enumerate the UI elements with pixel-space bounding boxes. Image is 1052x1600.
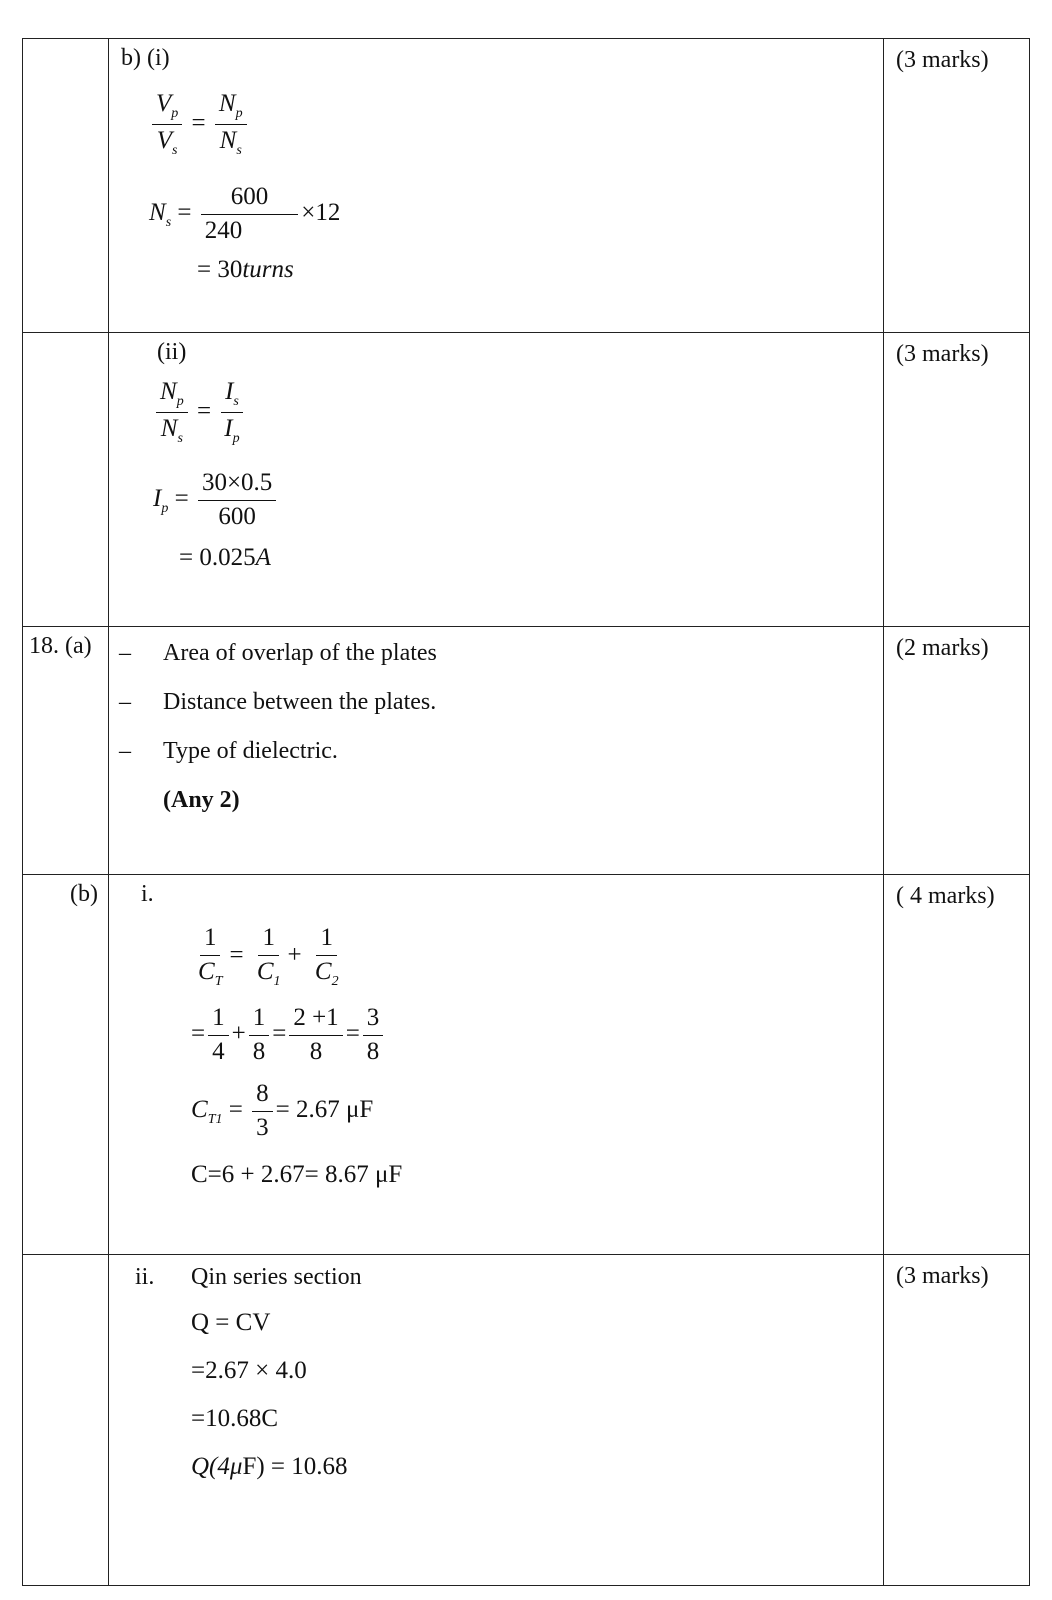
question-number-cell: 18. (a)	[23, 627, 109, 875]
marking-scheme-sheet	[22, 38, 1030, 1586]
answer-cell	[109, 1255, 884, 1586]
marking-scheme-table	[22, 38, 1030, 1586]
part-label: (ii)	[157, 339, 187, 365]
part-label: b) (i)	[121, 45, 170, 71]
answer-cell	[109, 39, 884, 333]
marks-cell: (3 marks)	[884, 333, 1030, 627]
bullet-item: – Type of dielectric.	[119, 738, 338, 764]
charge-formula: Q = CV	[191, 1309, 271, 1336]
answer-cell	[109, 333, 884, 627]
secondary-turns-equation: $N_s$ = $\frac{600}{240}$ ×12	[149, 183, 341, 244]
charge-heading: Qin series section	[191, 1263, 362, 1290]
row-18-a	[23, 627, 1030, 875]
marks-cell: (3 marks)	[884, 1255, 1030, 1586]
row-b-i	[23, 39, 1030, 333]
row-18-b-i	[23, 875, 1030, 1255]
secondary-turns-result: = 30turns	[197, 255, 294, 283]
answer-cell	[109, 627, 884, 875]
any-two-note: (Any 2)	[163, 787, 240, 813]
answer-cell	[109, 875, 884, 1255]
marks-cell: ( 4 marks)	[884, 875, 1030, 1255]
bullet-item: – Distance between the plates.	[119, 689, 437, 715]
turns-ratio-equation: $\frac{V_p}{V_s}$ = $\frac{N_p}{N_s}$	[149, 90, 883, 159]
marks-cell: (2 marks)	[884, 627, 1030, 875]
primary-current-equation: $I_p$ = $\frac{30\times 0.5}{600}$	[153, 469, 883, 532]
question-number-cell	[23, 333, 109, 627]
part-label: ii.	[135, 1263, 155, 1290]
bullet-item: – Area of overlap of the plates	[119, 640, 437, 666]
charge-4uf-capacitor: Q(4 μ F) = 10.68	[191, 1453, 348, 1480]
question-number-cell	[23, 39, 109, 333]
row-b-ii	[23, 333, 1030, 627]
series-capacitance-result: $C_{T1}$ = $\frac{8}{3}$ = 2.67 μF	[191, 1080, 374, 1142]
series-capacitance-equation: $\frac{1}{C_T}$ = $\frac{1}{C_1}$ + $\frac{1}{C_2}$	[198, 924, 339, 989]
primary-current-result: = 0.025A	[179, 543, 271, 571]
charge-substitution: =2.67 × 4.0	[191, 1357, 307, 1384]
marks-cell: (3 marks)	[884, 39, 1030, 333]
current-ratio-equation: $\frac{N_p}{N_s}$ = $\frac{I_s}{I_p}$	[153, 378, 883, 447]
charge-result: =10.68C	[191, 1405, 279, 1432]
question-number-cell	[23, 1255, 109, 1586]
part-label: i.	[141, 881, 154, 907]
total-capacitance-line: C=6 + 2.67= 8.67 μF	[191, 1160, 403, 1188]
series-capacitance-substitution: = $\frac{1}{4}$ + $\frac{1}{8}$ = $\frac{2 +1}{8}$ = $\frac{3}{8}$	[191, 1004, 883, 1067]
question-number-cell: (b)	[23, 875, 109, 1255]
row-18-b-ii	[23, 1255, 1030, 1586]
